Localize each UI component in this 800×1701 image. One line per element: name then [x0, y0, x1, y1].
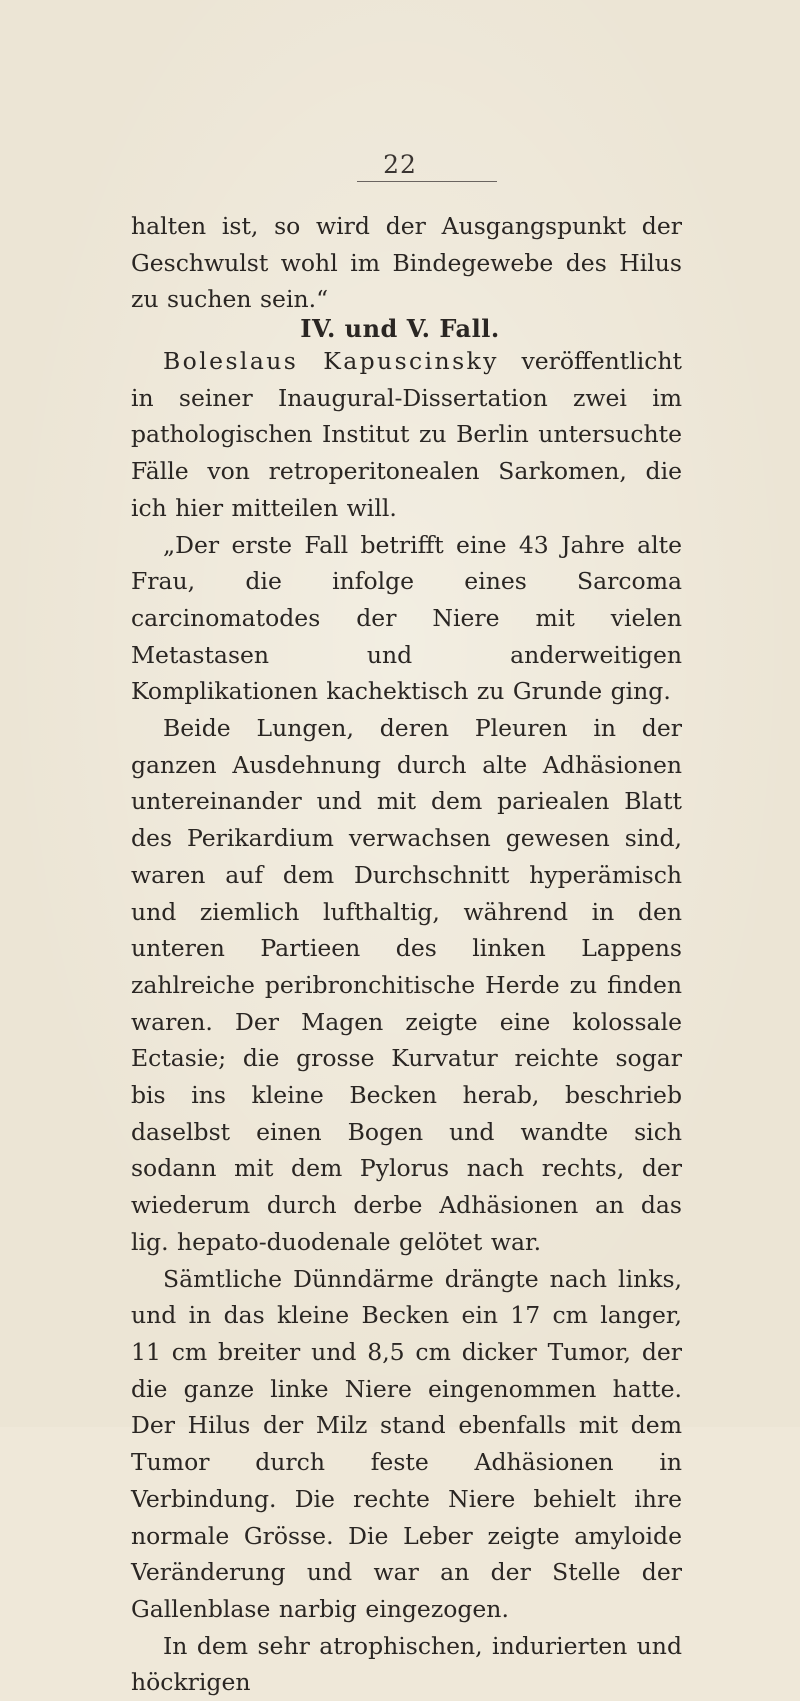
carryover-paragraph: halten ist, so wird der Ausgangspunkt der Geschwulst wohl im Bindegewebe des Hilus zu suchen sein.“: [131, 212, 682, 314]
section-heading: IV. und V. Fall.: [300, 314, 500, 343]
paragraph-1: [131, 343, 682, 527]
header-rule: [357, 181, 497, 182]
paragraph-1-text: veröffentlicht in seiner Inaugural-Dissertation zwei im pathologischen Institut zu Berlin untersuchte Fälle von retroperitonealen Sarkomen, die ich hier mitteilen will.: [131, 347, 682, 522]
paragraph-4: Sämtliche Dünndärme drängte nach links, und in das kleine Becken ein 17 cm langer, 11 cm breiter und 8,5 cm dicker Tumor, der die ganze linke Niere eingenommen hatte. Der Hilus der Milz stand ebenfalls mit dem Tumor durch feste Adhäsionen in Verbindung. Die rechte Niere behielt ihre normale Grösse. Die Leber zeigte amyloide Veränderung und war an der Stelle der Gallenblase narbig eingezogen.: [131, 1264, 682, 1623]
paragraph-2: „Der erste Fall betrifft eine 43 Jahre alte Frau, die infolge eines Sarcoma carcinomatodes der Niere mit vielen Metastasen und anderweitigen Komplikationen kachektisch zu Grunde ging.: [131, 530, 682, 706]
paragraph-3: Beide Lungen, deren Pleuren in der ganzen Ausdehnung durch alte Adhäsionen untereinander und mit dem pariealen Blatt des Perikardium verwachsen gewesen sind, waren auf dem Durchschnitt hyperämisch und ziemlich lufthaltig, während in den unteren Partieen des linken Lappens zahlreiche peribronchitische Herde zu finden waren. Der Magen zeigte eine kolossale Ectasie; die grosse Kurvatur reichte sogar bis ins kleine Becken herab, beschrieb daselbst einen Bogen und wandte sich sodann mit dem Pylorus nach rechts, der wiederum durch derbe Adhäsionen an das lig. hepato-duodenale gelötet war.: [131, 714, 682, 1256]
body-text-block: [131, 343, 682, 1701]
page-number: 22: [383, 150, 417, 179]
paragraph-5: In dem sehr atrophischen, indurierten und höckrigen: [131, 1631, 682, 1697]
author-name: Boleslaus Kapuscinsky: [163, 347, 499, 375]
carryover-text-block: [131, 208, 682, 318]
